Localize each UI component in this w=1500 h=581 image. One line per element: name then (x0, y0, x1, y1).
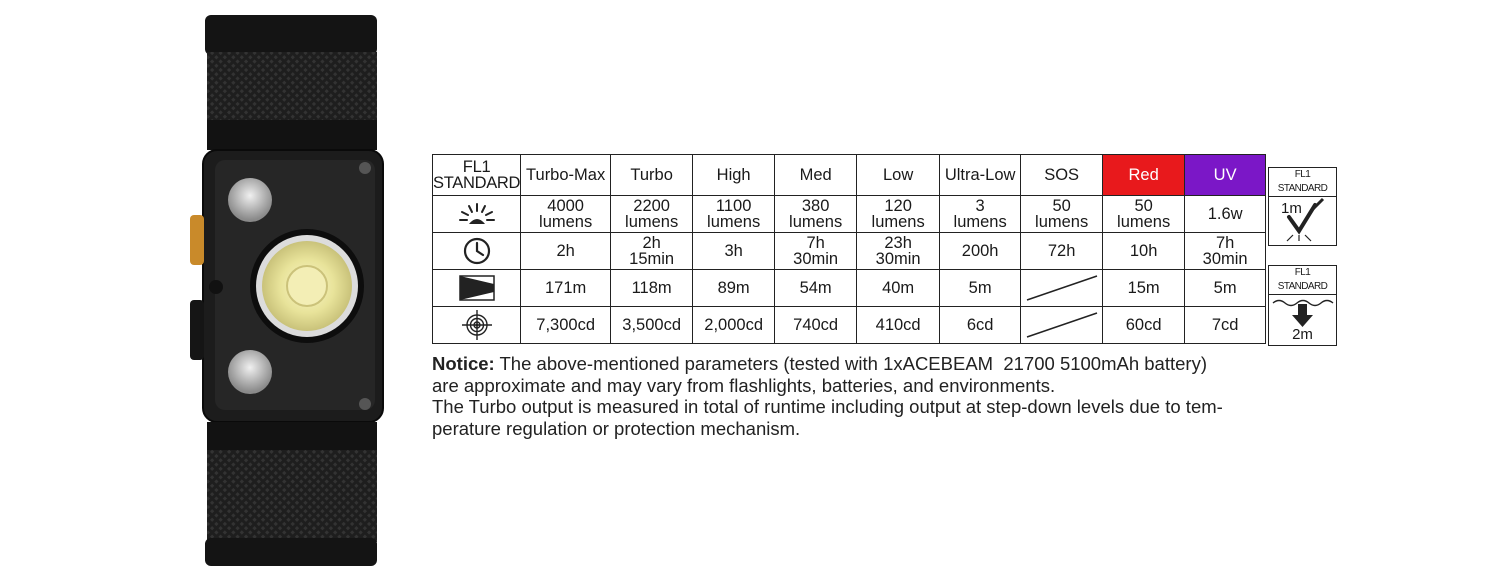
mode-header-uv: UV (1185, 155, 1266, 196)
runtime-ultra-low: 200h (940, 233, 1021, 270)
distance-row-label (433, 270, 521, 307)
lumens-low: 120 lumens (857, 196, 940, 233)
notice-label: Notice: (432, 353, 495, 374)
lumens-ultra-low: 3 lumens (940, 196, 1021, 233)
lumens-high: 1100 lumens (693, 196, 775, 233)
spec-table (432, 154, 1266, 344)
lumens-turbo: 2200 lumens (611, 196, 693, 233)
notice-line-2: are approximate and may vary from flashlights, batteries, and environments. (432, 374, 1056, 396)
notice-line-4: perature regulation or protection mechanism. (432, 417, 801, 439)
distance-turbo: 118m (611, 270, 693, 307)
intensity-row-label (433, 307, 521, 344)
lumens-turbo-max: 4000 lumens (521, 196, 611, 233)
runtime-uv: 7h 30min (1185, 233, 1266, 270)
notice-line-1: The above-mentioned parameters (tested with 1xACEBEAM 21700 5100mAh battery) (494, 353, 1207, 374)
corner-cell: FL1 STANDARD (433, 155, 521, 196)
mode-header-turbo-max: Turbo-Max (521, 155, 611, 196)
mode-header-red: Red (1103, 155, 1185, 196)
brightness-icon (457, 202, 497, 226)
mode-header-ultra-low: Ultra-Low (940, 155, 1021, 196)
runtime-high: 3h (693, 233, 775, 270)
spec-header-row (433, 155, 1266, 196)
lumens-sos: 50 lumens (1021, 196, 1103, 233)
distance-sos-na (1021, 270, 1103, 307)
runtime-turbo-max: 2h (521, 233, 611, 270)
mode-header-high: High (693, 155, 775, 196)
mode-header-sos: SOS (1021, 155, 1103, 196)
notice-line-3: The Turbo output is measured in total of runtime including output at step-down levels due to tem- (432, 396, 1223, 417)
water-badge-tag: FL1 STANDARD (1269, 266, 1336, 295)
intensity-low: 410cd (857, 307, 940, 344)
not-applicable-slash (1023, 309, 1101, 339)
intensity-turbo: 3,500cd (611, 307, 693, 344)
intensity-row (433, 307, 1266, 344)
clock-icon (462, 236, 492, 266)
distance-row (433, 270, 1266, 307)
output-uv: 1.6w (1185, 196, 1266, 233)
runtime-low: 23h 30min (857, 233, 940, 270)
runtime-red: 10h (1103, 233, 1185, 270)
intensity-turbo-max: 7,300cd (521, 307, 611, 344)
waterproof-badge (1268, 265, 1337, 346)
mode-header-low: Low (857, 155, 940, 196)
water-badge-value: 2m (1292, 326, 1313, 343)
distance-uv: 5m (1185, 270, 1266, 307)
beam-distance-icon (459, 275, 495, 301)
impact-icon (1269, 197, 1336, 245)
distance-low: 40m (857, 270, 940, 307)
intensity-ultra-low: 6cd (940, 307, 1021, 344)
brightness-row-label (433, 196, 521, 233)
waterproof-icon (1269, 295, 1336, 329)
runtime-row (433, 233, 1266, 270)
distance-med: 54m (775, 270, 857, 307)
lumens-med: 380 lumens (775, 196, 857, 233)
impact-badge-tag: FL1 STANDARD (1269, 168, 1336, 197)
distance-high: 89m (693, 270, 775, 307)
mode-header-turbo: Turbo (611, 155, 693, 196)
intensity-med: 740cd (775, 307, 857, 344)
intensity-high: 2,000cd (693, 307, 775, 344)
intensity-uv: 7cd (1185, 307, 1266, 344)
runtime-row-label (433, 233, 521, 270)
distance-ultra-low: 5m (940, 270, 1021, 307)
intensity-sos-na (1021, 307, 1103, 344)
not-applicable-slash (1023, 272, 1101, 302)
mode-header-med: Med (775, 155, 857, 196)
runtime-sos: 72h (1021, 233, 1103, 270)
runtime-med: 7h 30min (775, 233, 857, 270)
notice-text (432, 353, 1332, 439)
impact-badge-value: 1m (1281, 200, 1302, 217)
target-icon (461, 309, 493, 341)
intensity-red: 60cd (1103, 307, 1185, 344)
lumens-red: 50 lumens (1103, 196, 1185, 233)
runtime-turbo: 2h 15min (611, 233, 693, 270)
impact-resistance-badge (1268, 167, 1337, 246)
distance-red: 15m (1103, 270, 1185, 307)
headlamp-image (180, 0, 410, 581)
distance-turbo-max: 171m (521, 270, 611, 307)
brightness-row (433, 196, 1266, 233)
